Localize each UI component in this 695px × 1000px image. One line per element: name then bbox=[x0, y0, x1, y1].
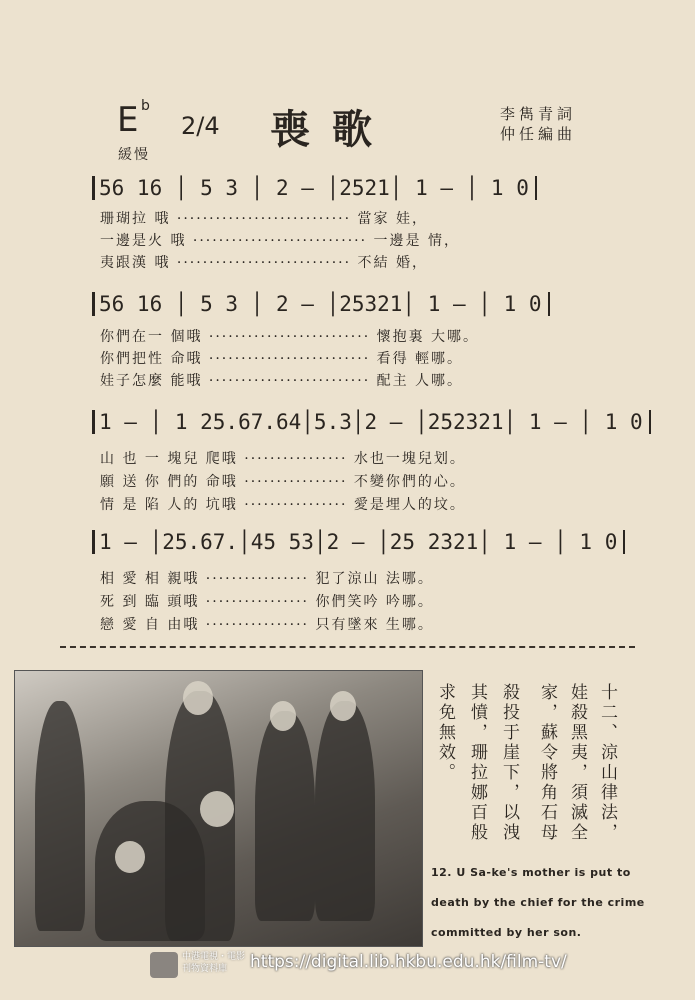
lyric-line: 娃子怎麼 能哦 ························· 配主 人哪。 bbox=[100, 373, 464, 389]
lyric-line: 相 愛 相 親哦 ················ 犯了涼山 法哪。 bbox=[100, 571, 434, 587]
caption-zh-column: 求免無效。 bbox=[435, 683, 455, 783]
caption-zh-column: 家，蘇令將角石母 bbox=[537, 683, 557, 843]
library-logo-text: 中港電視・電影 刊物資料庫 bbox=[182, 952, 246, 974]
lyricist-credit: 李雋青詞 bbox=[500, 105, 577, 123]
source-url-link[interactable]: https://digital.lib.hkbu.edu.hk/film-tv/ bbox=[250, 952, 567, 972]
lyric-line: 夷跟漢 哦 ··························· 不結 婚， bbox=[100, 255, 428, 271]
film-still-photo bbox=[14, 670, 423, 947]
figure-shape bbox=[95, 801, 205, 941]
key-flat-mark: b bbox=[141, 98, 150, 114]
lyric-line: 願 送 你 們的 命哦 ················ 不變你們的心。 bbox=[100, 474, 466, 490]
caption-zh-column: 十二、涼山律法， bbox=[597, 683, 617, 843]
face-shape bbox=[183, 681, 213, 715]
face-shape bbox=[330, 691, 356, 721]
face-shape bbox=[200, 791, 234, 827]
lyric-line: 你們在一 個哦 ························· 懷抱裏 大哪。 bbox=[100, 329, 480, 345]
time-signature: 2/4 bbox=[181, 112, 220, 140]
notation-line-3: 1 — │ 1 25.67.64│5.3│2 — │252321│ 1 — │ 1 0 bbox=[92, 410, 651, 434]
face-shape bbox=[115, 841, 145, 873]
lyric-line: 山 也 一 塊兒 爬哦 ················ 水也一塊兒划。 bbox=[100, 451, 466, 467]
notation-line-1: 56 16 │ 5 3 │ 2 — │2521│ 1 — │ 1 0 bbox=[92, 176, 537, 200]
caption-zh-column: 殺投于崖下，以洩 bbox=[499, 683, 519, 843]
caption-en-line: committed by her son. bbox=[431, 926, 582, 939]
notation-line-4: 1 — │25.67.│45 53│2 — │25 2321│ 1 — │ 1 0 bbox=[92, 530, 625, 554]
lyric-line: 死 到 臨 頭哦 ················ 你們笑吟 吟哪。 bbox=[100, 594, 434, 610]
credits bbox=[500, 104, 576, 144]
caption-en-line: 12. U Sa-ke's mother is put to bbox=[431, 866, 631, 879]
lyric-line: 戀 愛 自 由哦 ················ 只有墜來 生哪。 bbox=[100, 617, 434, 633]
lyric-line: 一邊是火 哦 ··························· 一邊是 情， bbox=[100, 233, 460, 249]
caption-zh-column: 其憤，珊拉娜百般 bbox=[467, 683, 487, 843]
figure-shape bbox=[255, 711, 315, 921]
notation-line-2: 56 16 │ 5 3 │ 2 — │25321│ 1 — │ 1 0 bbox=[92, 292, 550, 316]
section-divider bbox=[60, 646, 635, 648]
lyric-line: 珊瑚拉 哦 ··························· 當家 娃， bbox=[100, 211, 428, 227]
library-logo-icon bbox=[150, 952, 178, 978]
key-signature: E bbox=[117, 100, 139, 140]
tempo-marking: 緩慢 bbox=[118, 147, 150, 163]
figure-shape bbox=[35, 701, 85, 931]
lyric-line: 你們把性 命哦 ························· 看得 輕哪。 bbox=[100, 351, 464, 367]
caption-en-line: death by the chief for the crime bbox=[431, 896, 645, 909]
figure-shape bbox=[315, 701, 375, 921]
lyric-line: 情 是 陷 人的 坑哦 ················ 愛是埋人的坟。 bbox=[100, 497, 466, 513]
song-title: 喪歌 bbox=[270, 106, 394, 153]
composer-credit: 仲任編曲 bbox=[500, 125, 577, 143]
caption-zh-column: 娃殺黑夷，須滅全 bbox=[567, 683, 587, 843]
face-shape bbox=[270, 701, 296, 731]
